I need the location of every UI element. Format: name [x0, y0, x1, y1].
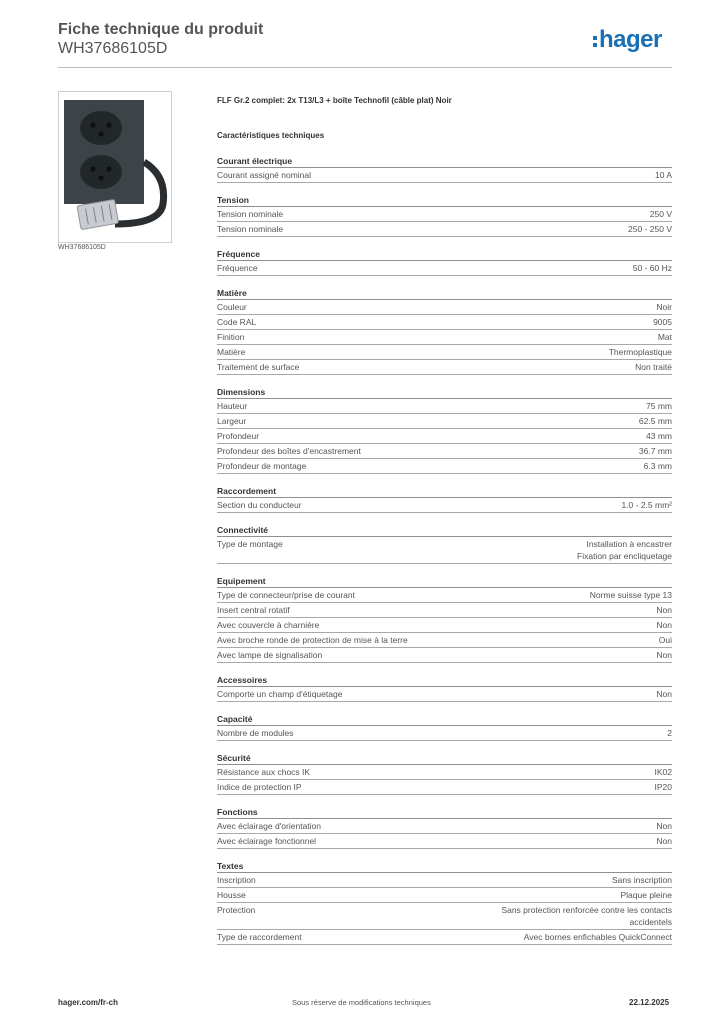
spec-label: Inscription [217, 875, 256, 885]
section-gap [217, 183, 672, 194]
section-title: Courant électrique [217, 155, 672, 168]
section-gap [217, 375, 672, 386]
header-divider [58, 67, 672, 68]
section-gap [217, 276, 672, 287]
spec-value: 36.7 mm [638, 446, 672, 456]
page-title: Fiche technique du produit [58, 21, 264, 38]
spec-value: Non [656, 836, 672, 846]
section-title: Equipement [217, 575, 672, 588]
spec-value: Sans inscription [611, 875, 672, 885]
spec-row [217, 888, 672, 903]
spec-section [217, 575, 672, 663]
spec-row [217, 765, 672, 780]
spec-section [217, 194, 672, 237]
spec-value: 75 mm [646, 401, 672, 411]
spec-label: Avec couvercle à charnière [217, 620, 320, 630]
spec-section [217, 713, 672, 741]
spec-label: Courant assigné nominal [217, 170, 312, 180]
footer-date: 22.12.2025 [629, 998, 670, 1007]
spec-row [217, 168, 672, 183]
spec-label: Profondeur des boîtes d'encastrement [217, 446, 361, 456]
spec-row [217, 633, 672, 648]
spec-row [217, 399, 672, 414]
spec-row [217, 360, 672, 375]
section-title: Textes [217, 860, 672, 873]
spec-label: Type de montage [217, 539, 283, 549]
spec-label: Comporte un champ d'étiquetage [217, 689, 343, 699]
section-title: Accessoires [217, 674, 672, 687]
spec-label: Avec broche ronde de protection de mise à la terre [217, 635, 408, 645]
spec-label: Code RAL [217, 317, 257, 327]
spec-row [217, 300, 672, 315]
spec-value: Non [656, 650, 672, 660]
spec-section [217, 248, 672, 276]
spec-label: Indice de protection IP [217, 782, 302, 792]
spec-value: Thermoplastique [608, 347, 672, 357]
spec-value: Norme suisse type 13 [589, 590, 672, 600]
spec-label: Section du conducteur [217, 500, 302, 510]
product-image [58, 91, 172, 243]
spec-value: IK02 [654, 767, 672, 777]
spec-value: 9005 [653, 317, 672, 327]
spec-sections [217, 155, 672, 945]
section-title: Capacité [217, 713, 672, 726]
spec-row [217, 873, 672, 888]
spec-row [217, 429, 672, 444]
spec-label: Avec éclairage fonctionnel [217, 836, 317, 846]
spec-value: Non [656, 821, 672, 831]
section-gap [217, 849, 672, 860]
spec-label: Résistance aux chocs IK [217, 767, 311, 777]
spec-label: Housse [217, 890, 246, 900]
spec-row [217, 330, 672, 345]
logo-text: hager [599, 26, 662, 53]
spec-row [217, 588, 672, 603]
section-gap [217, 564, 672, 575]
section-gap [217, 513, 672, 524]
section-gap [217, 702, 672, 713]
spec-row [217, 345, 672, 360]
section-title: Fréquence [217, 248, 672, 261]
spec-section [217, 155, 672, 183]
spec-label: Finition [217, 332, 245, 342]
spec-label: Protection [217, 905, 256, 915]
spec-section [217, 287, 672, 375]
spec-row [217, 222, 672, 237]
spec-row [217, 834, 672, 849]
spec-value: 2 [667, 728, 672, 738]
section-title: Connectivité [217, 524, 672, 537]
section-title: Fonctions [217, 806, 672, 819]
spec-row [217, 498, 672, 513]
section-title: Raccordement [217, 485, 672, 498]
spec-row [217, 414, 672, 429]
spec-value: 50 - 60 Hz [632, 263, 672, 273]
spec-value: Oui [658, 635, 672, 645]
spec-label: Insert central rotatif [217, 605, 290, 615]
spec-row [217, 459, 672, 474]
spec-value: IP20 [654, 782, 672, 792]
spec-row [217, 261, 672, 276]
spec-row [217, 930, 672, 945]
spec-label: Profondeur de montage [217, 461, 307, 471]
spec-label: Hauteur [217, 401, 248, 411]
spec-row [217, 903, 672, 930]
section-gap [217, 474, 672, 485]
section-title: Tension [217, 194, 672, 207]
product-title: FLF Gr.2 complet: 2x T13/L3 + boîte Technofil (câble plat) Noir [217, 96, 452, 105]
section-gap [217, 663, 672, 674]
spec-value: 250 - 250 V [628, 224, 672, 234]
spec-label: Traitement de surface [217, 362, 300, 372]
spec-value: Non traité [635, 362, 672, 372]
spec-value: Non [656, 605, 672, 615]
section-title: Sécurité [217, 752, 672, 765]
footer-disclaimer: Sous réserve de modifications techniques [292, 998, 431, 1007]
hager-logo [593, 26, 662, 54]
product-reference: WH37686105D [58, 40, 168, 57]
spec-section [217, 860, 672, 945]
spec-value: Mat [657, 332, 672, 342]
spec-label: Couleur [217, 302, 247, 312]
spec-label: Type de raccordement [217, 932, 302, 942]
socket-outlet-icon [59, 92, 171, 242]
section-gap [217, 795, 672, 806]
spec-value: 1.0 - 2.5 mm² [621, 500, 672, 510]
spec-label: Largeur [217, 416, 247, 426]
image-caption: WH37686105D [58, 244, 106, 251]
spec-value: Sans protection renforcée contre les contacts accidentels [501, 905, 672, 927]
spec-label: Avec éclairage d'orientation [217, 821, 322, 831]
spec-row [217, 648, 672, 663]
spec-value: 250 V [649, 209, 672, 219]
spec-section [217, 485, 672, 513]
spec-value: Installation à encastrer Fixation par encliquetage [577, 539, 672, 561]
spec-label: Nombre de modules [217, 728, 294, 738]
spec-row [217, 819, 672, 834]
spec-section [217, 806, 672, 849]
spec-value: 6.3 mm [643, 461, 672, 471]
section-gap [217, 237, 672, 248]
spec-section [217, 674, 672, 702]
spec-section [217, 524, 672, 564]
spec-section [217, 386, 672, 474]
spec-value: Avec bornes enfichables QuickConnect [523, 932, 672, 942]
spec-value: Non [656, 689, 672, 699]
spec-value: Non [656, 620, 672, 630]
spec-row [217, 780, 672, 795]
spec-label: Tension nominale [217, 224, 284, 234]
spec-row [217, 687, 672, 702]
spec-row [217, 444, 672, 459]
spec-row [217, 537, 672, 564]
spec-value: 10 A [654, 170, 672, 180]
spec-value: Plaque pleine [620, 890, 672, 900]
spec-label: Matière [217, 347, 246, 357]
logo-dots-icon [593, 36, 597, 47]
spec-row [217, 726, 672, 741]
section-title: Matière [217, 287, 672, 300]
spec-label: Profondeur [217, 431, 260, 441]
spec-label: Fréquence [217, 263, 258, 273]
spec-value: 43 mm [646, 431, 672, 441]
spec-label: Avec lampe de signalisation [217, 650, 323, 660]
section-gap [217, 741, 672, 752]
spec-row [217, 207, 672, 222]
spec-section [217, 752, 672, 795]
spec-row [217, 603, 672, 618]
spec-value: 62.5 mm [638, 416, 672, 426]
spec-row [217, 618, 672, 633]
spec-value: Noir [656, 302, 672, 312]
specs-heading: Caractéristiques techniques [217, 131, 325, 140]
spec-row [217, 315, 672, 330]
footer-website-link[interactable]: hager.com/fr-ch [58, 998, 119, 1007]
spec-label: Tension nominale [217, 209, 284, 219]
spec-label: Type de connecteur/prise de courant [217, 590, 355, 600]
section-title: Dimensions [217, 386, 672, 399]
